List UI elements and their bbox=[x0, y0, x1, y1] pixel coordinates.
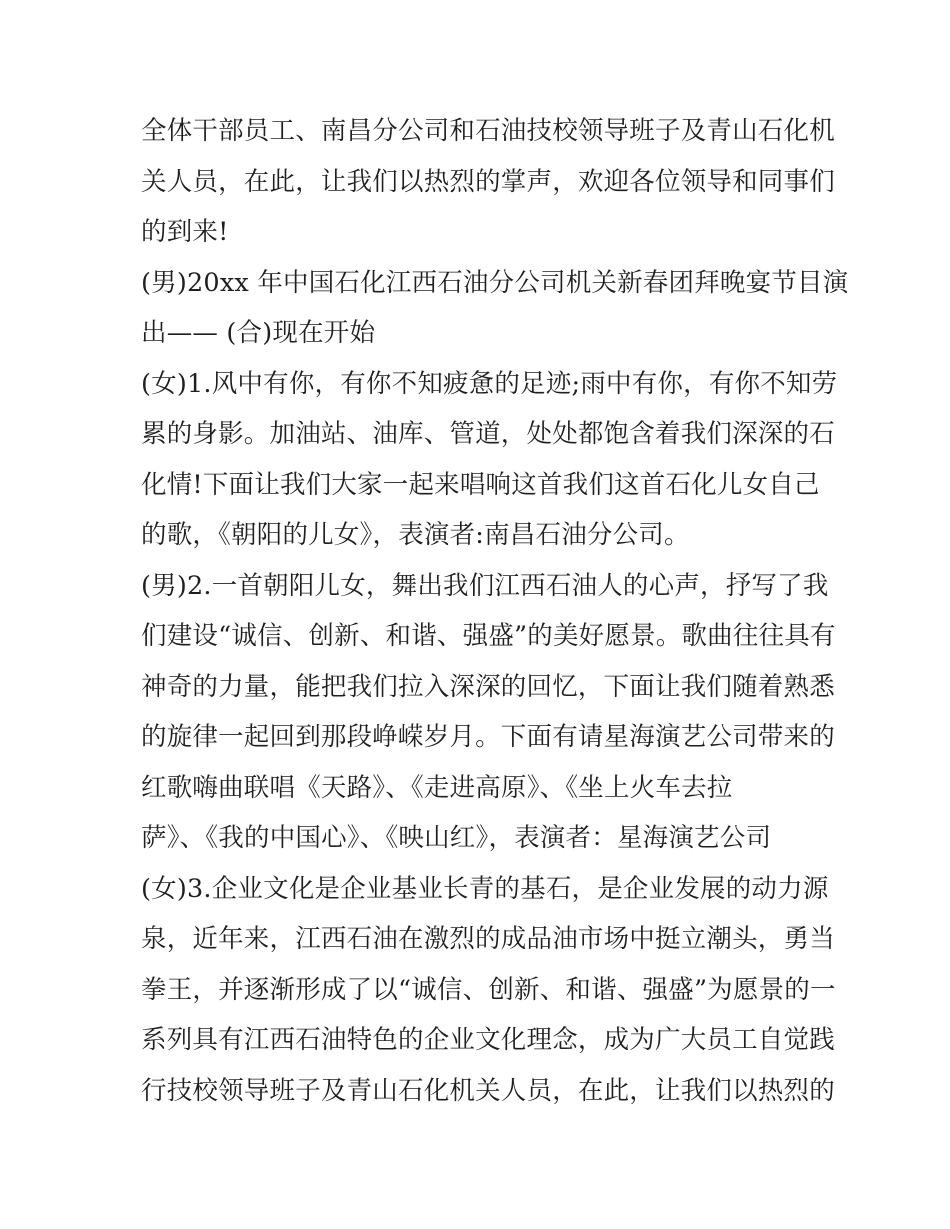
text-line-10: (男)2.一首朝阳儿女，舞出我们江西石油人的心声，抒写了我 bbox=[141, 570, 829, 601]
text-line-17: 泉，近年来，江西石油在激烈的成品油市场中挺立潮头，勇当 bbox=[141, 924, 835, 954]
text-line-16: (女)3.企业文化是企业基业长青的基石，是企业发展的动力源 bbox=[141, 873, 829, 904]
text-line-19: 系列具有江西石油特色的企业文化理念，成为广大员工自觉践 bbox=[141, 1025, 835, 1055]
text-line-6: (女)1.风中有你，有你不知疲惫的足迹;雨中有你，有你不知劳 bbox=[141, 368, 838, 399]
text-line-4: (男)20xx 年中国石化江西石油分公司机关新春团拜晚宴节目演 bbox=[141, 267, 849, 298]
text-line-9: 的歌，《朝阳的儿女》，表演者:南昌石油分公司。 bbox=[141, 520, 690, 550]
text-line-12: 神奇的力量，能把我们拉入深深的回忆，下面让我们随着熟悉 bbox=[141, 671, 835, 702]
text-line-14: 红歌嗨曲联唱《天路》、《走进高原》、《坐上火车去拉 bbox=[141, 772, 733, 803]
text-line-11: 们建设“诚信、创新、和谐、强盛”的美好愿景。歌曲往往具有 bbox=[141, 621, 836, 651]
text-line-2: 关人员，在此，让我们以热烈的掌声，欢迎各位领导和同事们 bbox=[141, 166, 835, 197]
document-body bbox=[141, 106, 849, 1116]
text-line-18: 拳王，并逐渐形成了以“诚信、创新、和谐、强盛”为愿景的一 bbox=[141, 974, 836, 1005]
text-line-3: 的到来! bbox=[141, 217, 229, 247]
text-line-13: 的旋律一起回到那段峥嵘岁月。下面有请星海演艺公司带来的 bbox=[141, 722, 835, 752]
text-line-8: 化情!下面让我们大家一起来唱响这首我们这首石化儿女自己 bbox=[141, 469, 820, 500]
text-line-15: 萨》、《我的中国心》、《映山红》，表演者：星海演艺公司 bbox=[141, 823, 772, 853]
text-line-20: 行技校领导班子及青山石化机关人员，在此，让我们以热烈的 bbox=[141, 1075, 835, 1106]
text-line-5: 出—— (合)现在开始 bbox=[141, 318, 376, 348]
text-line-7: 累的身影。加油站、油库、管道，处处都饱含着我们深深的石 bbox=[141, 419, 835, 449]
text-line-1: 全体干部员工、南昌分公司和石油技校领导班子及青山石化机 bbox=[141, 116, 835, 146]
